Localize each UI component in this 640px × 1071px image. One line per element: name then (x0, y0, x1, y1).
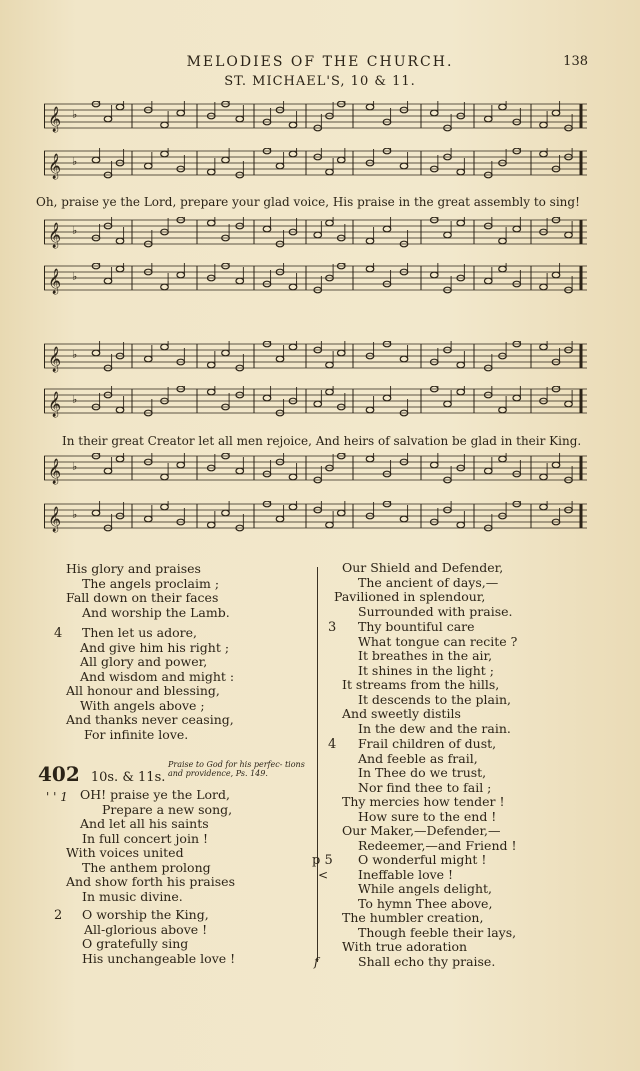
hymn-402-stanza-2: O worship the King, All-glorious above ! O gratefully sing His unchangeable love ! (82, 907, 236, 966)
right-stanza-3: Thy bountiful care What tongue can recite ? It breathes in the air, It shines in the light ; It streams from the hills, It descends to the plain, And sweetly distils In the dew and the rain. (342, 619, 518, 736)
forte-mark: f (314, 955, 319, 969)
svg-text:♭: ♭ (72, 508, 78, 521)
right-stanza-4-number: 4 (328, 737, 337, 752)
staff-1-alto (44, 148, 587, 178)
right-stanza-5-number: p 5 (312, 853, 333, 868)
svg-text:𝄞: 𝄞 (48, 107, 62, 132)
right-stanza-3-number: 3 (328, 620, 337, 635)
tune-title: ST. MICHAEL'S, 10 & 11. (224, 74, 416, 89)
left-stanza-4: Then let us adore, And give him his right ; All glory and power, And wisdom and might : All honour and blessing, With angels above ; And thanks never ceasing, For infinite love. (66, 625, 235, 742)
svg-text:♭: ♭ (72, 393, 78, 406)
left-stanza-4-number: 4 (54, 626, 63, 641)
running-title: MELODIES OF THE CHURCH. (186, 54, 454, 70)
hymn-number: 402 (38, 762, 80, 786)
svg-text:𝄞: 𝄞 (48, 269, 62, 294)
right-stanza-5: O wonderful might ! Ineffable love ! While angels delight, To hymn Thee above, The humbler creation, Though feeble their lays, With true adoration Shall echo thy praise. (342, 852, 517, 969)
music-system-2 (44, 333, 587, 543)
staff-2-treble (44, 341, 587, 371)
lyrics-line-1: Oh, praise ye the Lord, prepare your glad voice, His praise in the great assembly to sing! (36, 195, 580, 209)
staff-2-alto (44, 386, 587, 416)
svg-text:♭: ♭ (72, 108, 78, 121)
svg-text:𝄞: 𝄞 (48, 459, 62, 484)
svg-text:𝄞: 𝄞 (48, 223, 62, 248)
staff-2-tenor (44, 453, 587, 483)
staff-1-bass (44, 263, 587, 293)
svg-text:♭: ♭ (72, 348, 78, 361)
hymn-meter: 10s. & 11s. (90, 770, 166, 785)
svg-text:♭: ♭ (72, 270, 78, 283)
hymn-credit: Praise to God for his perfec- tions and providence, Ps. 149. (168, 760, 305, 778)
page-number: 138 (563, 54, 588, 69)
left-stanza-2-number: 2 (54, 908, 63, 923)
right-stanza-continuation: Our Shield and Defender, The ancient of days,— Pavilioned in splendour, Surrounded with praise. (334, 560, 513, 619)
margin-mark-1: ' ' 1 (46, 790, 68, 804)
svg-text:♭: ♭ (72, 224, 78, 237)
crescendo-mark: < (318, 868, 329, 882)
svg-text:𝄞: 𝄞 (48, 392, 62, 417)
staff-1-tenor (44, 217, 587, 247)
svg-text:𝄞: 𝄞 (48, 347, 62, 372)
staff-2-bass (44, 501, 587, 531)
right-stanza-4: Frail children of dust, And feeble as frail, In Thee do we trust, Nor find thee to fail ; Thy mercies how tender ! How sure to the end ! Our Maker,—Defender,— Redeemer,—and Friend ! (342, 736, 517, 853)
svg-text:𝄞: 𝄞 (48, 154, 62, 179)
left-stanza-continuation: His glory and praises The angels proclaim ; Fall down on their faces And worship the Lamb. (66, 561, 230, 620)
svg-text:♭: ♭ (72, 155, 78, 168)
svg-text:♭: ♭ (72, 460, 78, 473)
music-system-1 (36, 93, 587, 303)
staff-1-treble (44, 101, 587, 131)
svg-text:𝄞: 𝄞 (48, 507, 62, 532)
hymn-402-stanza-1: OH! praise ye the Lord, Prepare a new song, And let all his saints In full concert join ! With voices united The anthem prolong And show forth his praises In music divine. (66, 787, 235, 904)
lyrics-line-2: In their great Creator let all men rejoice, And heirs of salvation be glad in their King. (62, 434, 582, 448)
